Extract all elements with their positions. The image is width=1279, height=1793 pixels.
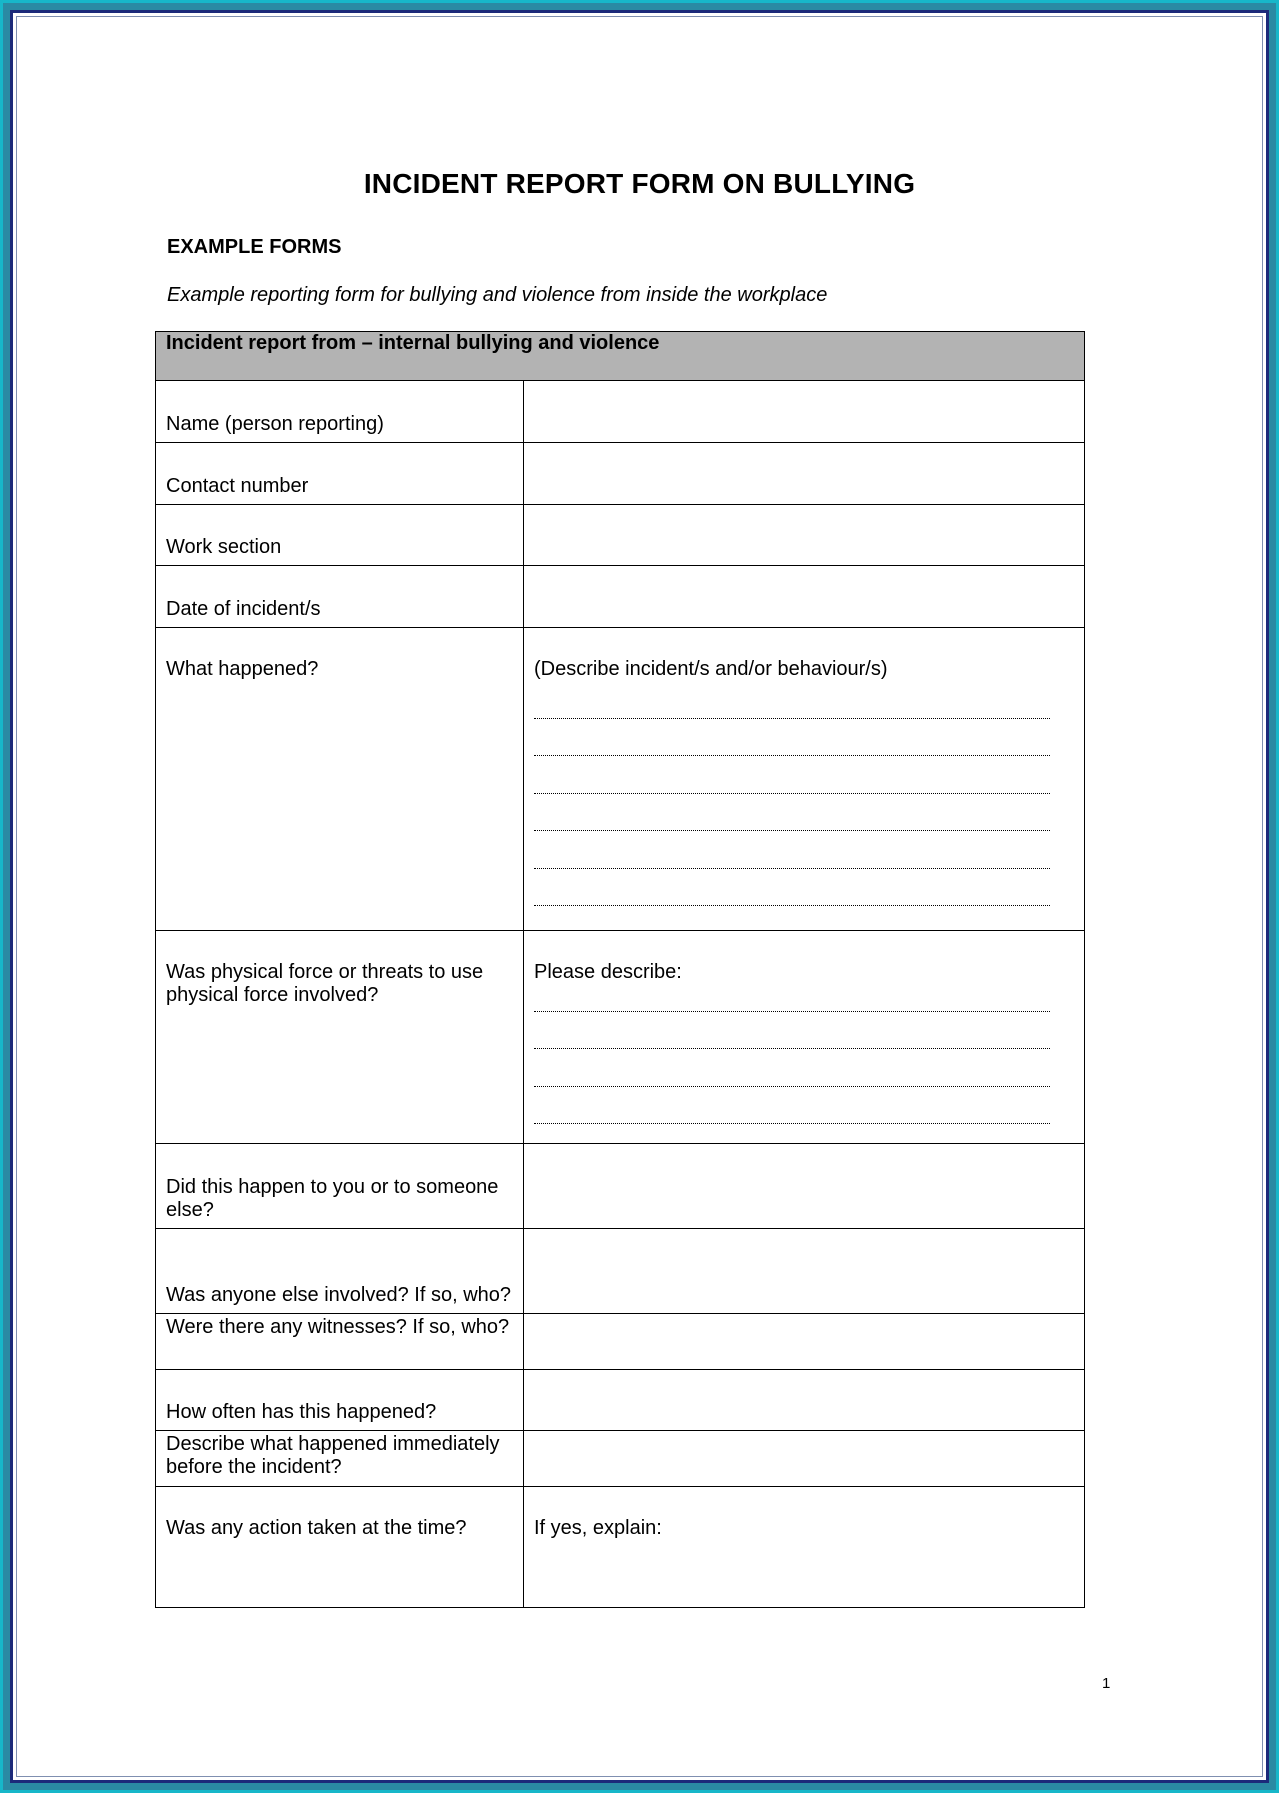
field-name-person-reporting[interactable] bbox=[524, 381, 1085, 443]
document-subtitle: Example reporting form for bullying and violence from inside the workplace bbox=[167, 284, 828, 306]
table-row bbox=[156, 505, 1085, 566]
label-anyone-else-involved: Was anyone else involved? If so, who? bbox=[156, 1229, 524, 1314]
dotted-writing-lines bbox=[534, 974, 1050, 1124]
label-contact-number: Contact number bbox=[156, 443, 524, 505]
label-happen-to-you: Did this happen to you or to someone else? bbox=[156, 1144, 524, 1229]
dotted-writing-lines bbox=[534, 681, 1050, 906]
field-action-taken[interactable]: If yes, explain: bbox=[524, 1487, 1085, 1608]
field-before-incident[interactable] bbox=[524, 1431, 1085, 1487]
label-name-person-reporting: Name (person reporting) bbox=[156, 381, 524, 443]
field-witnesses[interactable] bbox=[524, 1314, 1085, 1370]
field-date-of-incident[interactable] bbox=[524, 566, 1085, 628]
label-date-of-incident: Date of incident/s bbox=[156, 566, 524, 628]
field-anyone-else-involved[interactable] bbox=[524, 1229, 1085, 1314]
field-what-happened[interactable] bbox=[524, 628, 1085, 931]
table-row bbox=[156, 628, 1085, 931]
field-contact-number[interactable] bbox=[524, 443, 1085, 505]
field-happen-to-you[interactable] bbox=[524, 1144, 1085, 1229]
field-work-section[interactable] bbox=[524, 505, 1085, 566]
field-physical-force[interactable] bbox=[524, 931, 1085, 1144]
table-row bbox=[156, 1370, 1085, 1431]
table-row bbox=[156, 443, 1085, 505]
table-row bbox=[156, 1314, 1085, 1370]
label-what-happened: What happened? bbox=[156, 628, 524, 931]
table-row bbox=[156, 1144, 1085, 1229]
field-how-often[interactable] bbox=[524, 1370, 1085, 1431]
label-how-often: How often has this happened? bbox=[156, 1370, 524, 1431]
table-header: Incident report from – internal bullying and violence bbox=[156, 332, 1085, 381]
table-row bbox=[156, 566, 1085, 628]
label-work-section: Work section bbox=[156, 505, 524, 566]
document-title: INCIDENT REPORT FORM ON BULLYING bbox=[363, 168, 916, 199]
physical-force-prompt: Please describe: bbox=[534, 961, 682, 983]
table-row bbox=[156, 1487, 1085, 1608]
table-row bbox=[156, 1229, 1085, 1314]
label-physical-force: Was physical force or threats to use physical force involved? bbox=[156, 931, 524, 1144]
label-witnesses: Were there any witnesses? If so, who? bbox=[156, 1314, 524, 1370]
table-row bbox=[156, 1431, 1085, 1487]
page-number: 1 bbox=[1102, 1675, 1111, 1692]
table-row bbox=[156, 381, 1085, 443]
table-row bbox=[156, 931, 1085, 1144]
incident-report-table bbox=[155, 331, 1085, 1608]
what-happened-prompt: (Describe incident/s and/or behaviour/s) bbox=[534, 658, 888, 680]
label-action-taken: Was any action taken at the time? bbox=[156, 1487, 524, 1608]
label-before-incident: Describe what happened immediately before the incident? bbox=[156, 1431, 524, 1487]
section-label: EXAMPLE FORMS bbox=[167, 236, 342, 258]
table-header-row bbox=[156, 332, 1085, 381]
